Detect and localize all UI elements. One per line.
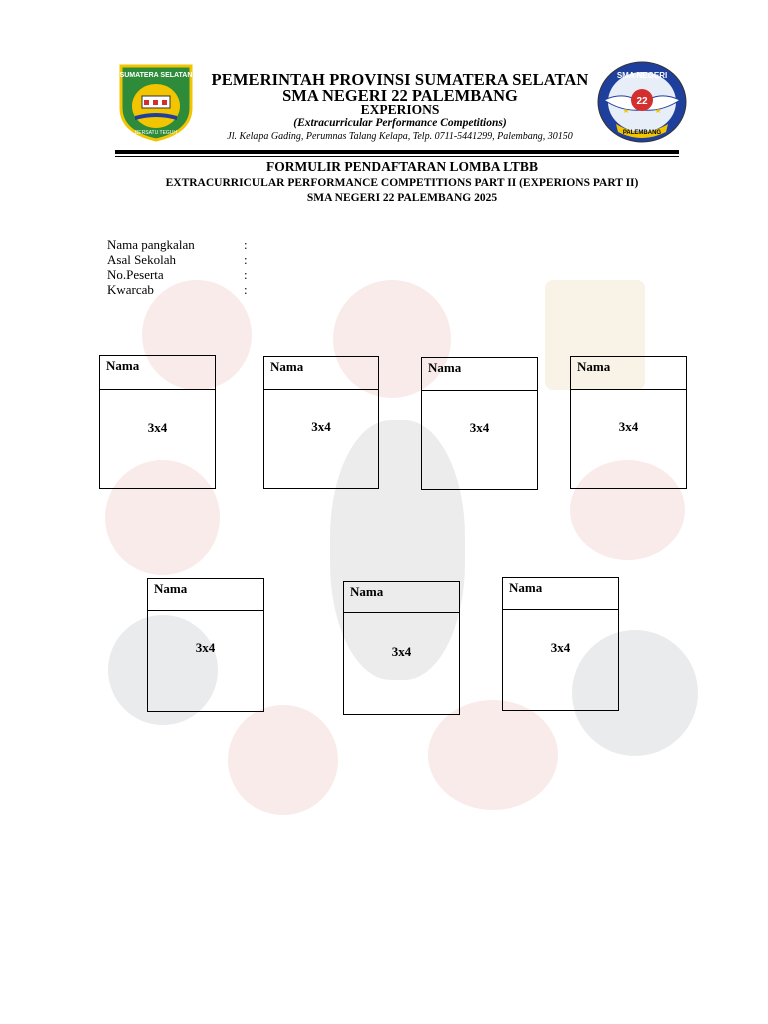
photo-card-name-label: Nama [509, 580, 543, 595]
photo-card-5 [147, 578, 264, 712]
letterhead-address: Jl. Kelapa Gading, Perumnas Talang Kelapa, Telp. 0711-5441299, Palembang, 30150 [227, 131, 573, 142]
left-logo-bottom-text: BERSATU TEGUH [134, 130, 178, 136]
photo-card-name-label: Nama [106, 358, 140, 373]
form-title: FORMULIR PENDAFTARAN LOMBA LTBB [266, 159, 538, 174]
photo-card-size-label: 3x4 [311, 419, 331, 434]
photo-card-divider [344, 612, 459, 613]
photo-card-4 [570, 356, 687, 489]
photo-card-divider [100, 389, 215, 390]
photo-card-divider [571, 389, 686, 390]
photo-card-name-label: Nama [577, 359, 611, 374]
photo-card-size-label: 3x4 [391, 644, 412, 659]
photo-card-2 [263, 356, 379, 489]
photo-card-name-label: Nama [154, 581, 188, 596]
letterhead-divider-thin [115, 156, 679, 157]
photo-card-name-label: Nama [270, 359, 304, 374]
right-logo-bottom-text: PALEMBANG [622, 130, 662, 136]
field-colon: : [244, 252, 248, 267]
letterhead-line-event-full: (Extracurricular Performance Competitions) [293, 117, 507, 129]
field-colon: : [244, 282, 248, 297]
photo-card-divider [503, 609, 618, 610]
field-label-no-peserta: No.Peserta [107, 267, 164, 282]
photo-card-name-label: Nama [350, 584, 384, 599]
photo-card-7 [502, 577, 619, 711]
field-colon: : [244, 237, 248, 252]
right-logo-number: 22 [636, 96, 648, 107]
photo-card-name-label: Nama [428, 360, 462, 375]
photo-card-3 [421, 357, 538, 490]
letterhead-divider-thick [115, 150, 679, 154]
photo-card-divider [264, 389, 378, 390]
field-colon: : [244, 267, 248, 282]
photo-card-6 [343, 581, 460, 715]
photo-card-size-label: 3x4 [550, 640, 571, 655]
photo-card-size-label: 3x4 [147, 420, 168, 435]
photo-card-size-label: 3x4 [195, 640, 216, 655]
field-label-asal-sekolah: Asal Sekolah [107, 252, 176, 267]
letterhead-line-government: PEMERINTAH PROVINSI SUMATERA SELATAN [211, 70, 589, 89]
form-subtitle-year: SMA NEGERI 22 PALEMBANG 2025 [306, 192, 498, 204]
photo-card-size-label: 3x4 [618, 419, 639, 434]
form-subtitle: EXTRACURRICULAR PERFORMANCE COMPETITIONS PART II (EXPERIONS PART II) [165, 177, 639, 189]
letterhead-line-event: EXPERIONS [360, 102, 440, 117]
field-label-nama-pangkalan: Nama pangkalan [107, 237, 195, 252]
field-label-kwarcab: Kwarcab [107, 282, 154, 297]
left-logo-top-text: SUMATERA SELATAN [119, 72, 193, 79]
photo-card-divider [422, 390, 537, 391]
watermark-modelling-logo [428, 700, 558, 810]
watermark-logo [228, 705, 338, 815]
sumsel-province-emblem-icon [115, 60, 197, 142]
photo-card-divider [148, 610, 263, 611]
right-logo-top-text: SMA NEGERI [616, 71, 668, 80]
photo-card-size-label: 3x4 [469, 420, 490, 435]
letterhead-line-school: SMA NEGERI 22 PALEMBANG [282, 86, 518, 105]
photo-card-1 [99, 355, 216, 489]
